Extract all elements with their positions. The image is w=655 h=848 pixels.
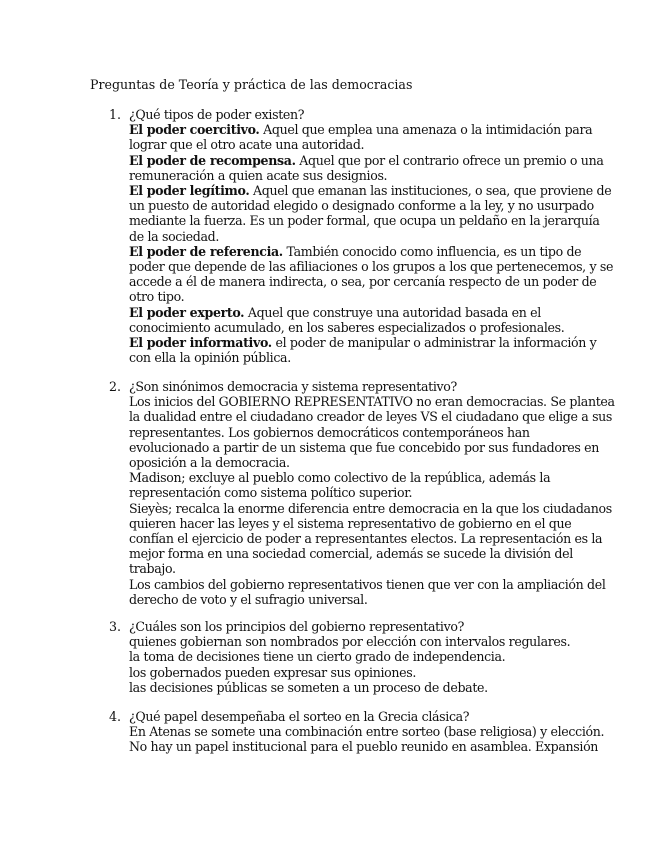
answer-line [129, 289, 569, 304]
answer-line: quieren hacer las leyes y el sistema representativo de gobierno en el que [129, 515, 572, 531]
answer-line: los gobernados pueden expresar sus opiniones. [129, 664, 417, 680]
answer-text: conocimiento acumulado, en los saberes especializados o profesionales. [129, 319, 565, 335]
question-body [129, 107, 614, 366]
answer-text: Aquel que construye una autoridad basada en el [244, 304, 541, 320]
answer-line [129, 122, 593, 138]
answer-text: Aquel que emplea una amenaza o la intimidación para [259, 122, 593, 138]
answer-text: También conocido como influencia, es un tipo de [282, 243, 582, 259]
answer-line: evolucionado a partir de un sistema que fue concebido por sus fundadores en [129, 439, 599, 455]
answer-line: En Atenas se somete una combinación entre sorteo (base religiosa) y elección. [129, 724, 605, 740]
answer-text: de la sociedad. [129, 228, 220, 244]
answer-line: derecho de voto y el sufragio universal. [129, 591, 368, 607]
question-body [129, 619, 569, 695]
answer-text: remuneración a quien acate sus designios. [129, 167, 388, 183]
question-body [129, 379, 615, 607]
question-body [129, 709, 605, 755]
document-title: Preguntas de Teoría y práctica de las democracias [90, 77, 413, 92]
answer-line [129, 274, 597, 290]
answer-line: mejor forma en una sociedad comercial, además se sucede la división del [129, 546, 573, 562]
answer-text: poder que depende de las afiliaciones o los grupos a los que pertenecemos, y se [129, 259, 614, 275]
answer-line [129, 213, 600, 229]
answer-line: trabajo. [129, 561, 176, 577]
answer-line: oposición a la democracia. [129, 455, 290, 471]
question-number: 2. [109, 379, 122, 394]
power-term: El poder de referencia. [129, 243, 283, 259]
answer-line [129, 168, 569, 183]
answer-text: lograr que el otro acate una autoridad. [129, 137, 365, 153]
question-text: ¿Son sinónimos democracia y sistema representativo? [129, 379, 457, 394]
answer-line: Los inicios del GOBIERNO REPRESENTATIVO no eran democracias. Se plantea [129, 394, 615, 410]
answer-text: mediante la fuerza. Es un poder formal, que ocupa un peldaño en la jerarquía [129, 213, 600, 229]
question-text: ¿Qué tipos de poder existen? [129, 107, 305, 122]
answer-line: No hay un papel institucional para el pueblo reunido en asamblea. Expansión [129, 739, 599, 755]
answer-line: representación como sistema político superior. [129, 485, 413, 501]
question-text: ¿Qué papel desempeñaba el sorteo en la Grecia clásica? [129, 709, 470, 724]
answer-text: con ella la opinión pública. [129, 350, 291, 366]
question-number: 4. [109, 709, 122, 724]
power-term: El poder experto. [129, 304, 245, 320]
answer-line [129, 320, 569, 335]
answer-line: representantes. Los gobiernos democráticos contemporáneos han [129, 424, 530, 440]
answer-text: un puesto de autoridad elegido o designado conforme a la ley, y no usurpado [129, 198, 594, 214]
question-number: 1. [109, 107, 122, 122]
question-number: 3. [109, 619, 122, 634]
answer-line: Sieyès; recalca la enorme diferencia entre democracia en la que los ciudadanos [129, 500, 612, 516]
power-term: El poder de recompensa. [129, 152, 296, 168]
answer-text: el poder de manipular o administrar la información y [271, 335, 597, 351]
answer-line: confían el ejercicio de poder a representantes electos. La representación es la [129, 531, 603, 547]
answer-line: quienes gobiernan son nombrados por elección con intervalos regulares. [129, 634, 571, 650]
answer-line [129, 243, 582, 259]
answer-line [129, 350, 569, 365]
answer-line: la toma de decisiones tiene un cierto grado de independencia. [129, 649, 506, 665]
question-text: ¿Cuáles son los principios del gobierno representativo? [129, 619, 464, 634]
answer-line: la dualidad entre el ciudadano creador de leyes VS el ciudadano que elige a sus [129, 409, 613, 425]
answer-line [129, 229, 569, 244]
power-term: El poder legítimo. [129, 183, 250, 199]
answer-line: las decisiones públicas se someten a un proceso de debate. [129, 679, 488, 695]
answer-line [129, 183, 612, 199]
answer-line [129, 305, 569, 320]
answer-line: Madison; excluye al pueblo como colectivo de la república, además la [129, 470, 551, 486]
power-term: El poder coercitivo. [129, 122, 260, 138]
answer-line [129, 259, 614, 275]
answer-line [129, 152, 604, 168]
answer-line [129, 335, 597, 351]
answer-text: Aquel que por el contrario ofrece un premio o una [295, 152, 604, 168]
answer-line [129, 198, 594, 214]
power-term: El poder informativo. [129, 335, 272, 351]
answer-line: Los cambios del gobierno representativos tienen que ver con la ampliación del [129, 576, 606, 592]
answer-line [129, 137, 569, 152]
answer-text: otro tipo. [129, 289, 185, 305]
answer-text: Aquel que emanan las instituciones, o sea, que proviene de [249, 183, 612, 199]
answer-text: accede a él de manera indirecta, o sea, por cercanía respecto de un poder de [129, 274, 597, 290]
